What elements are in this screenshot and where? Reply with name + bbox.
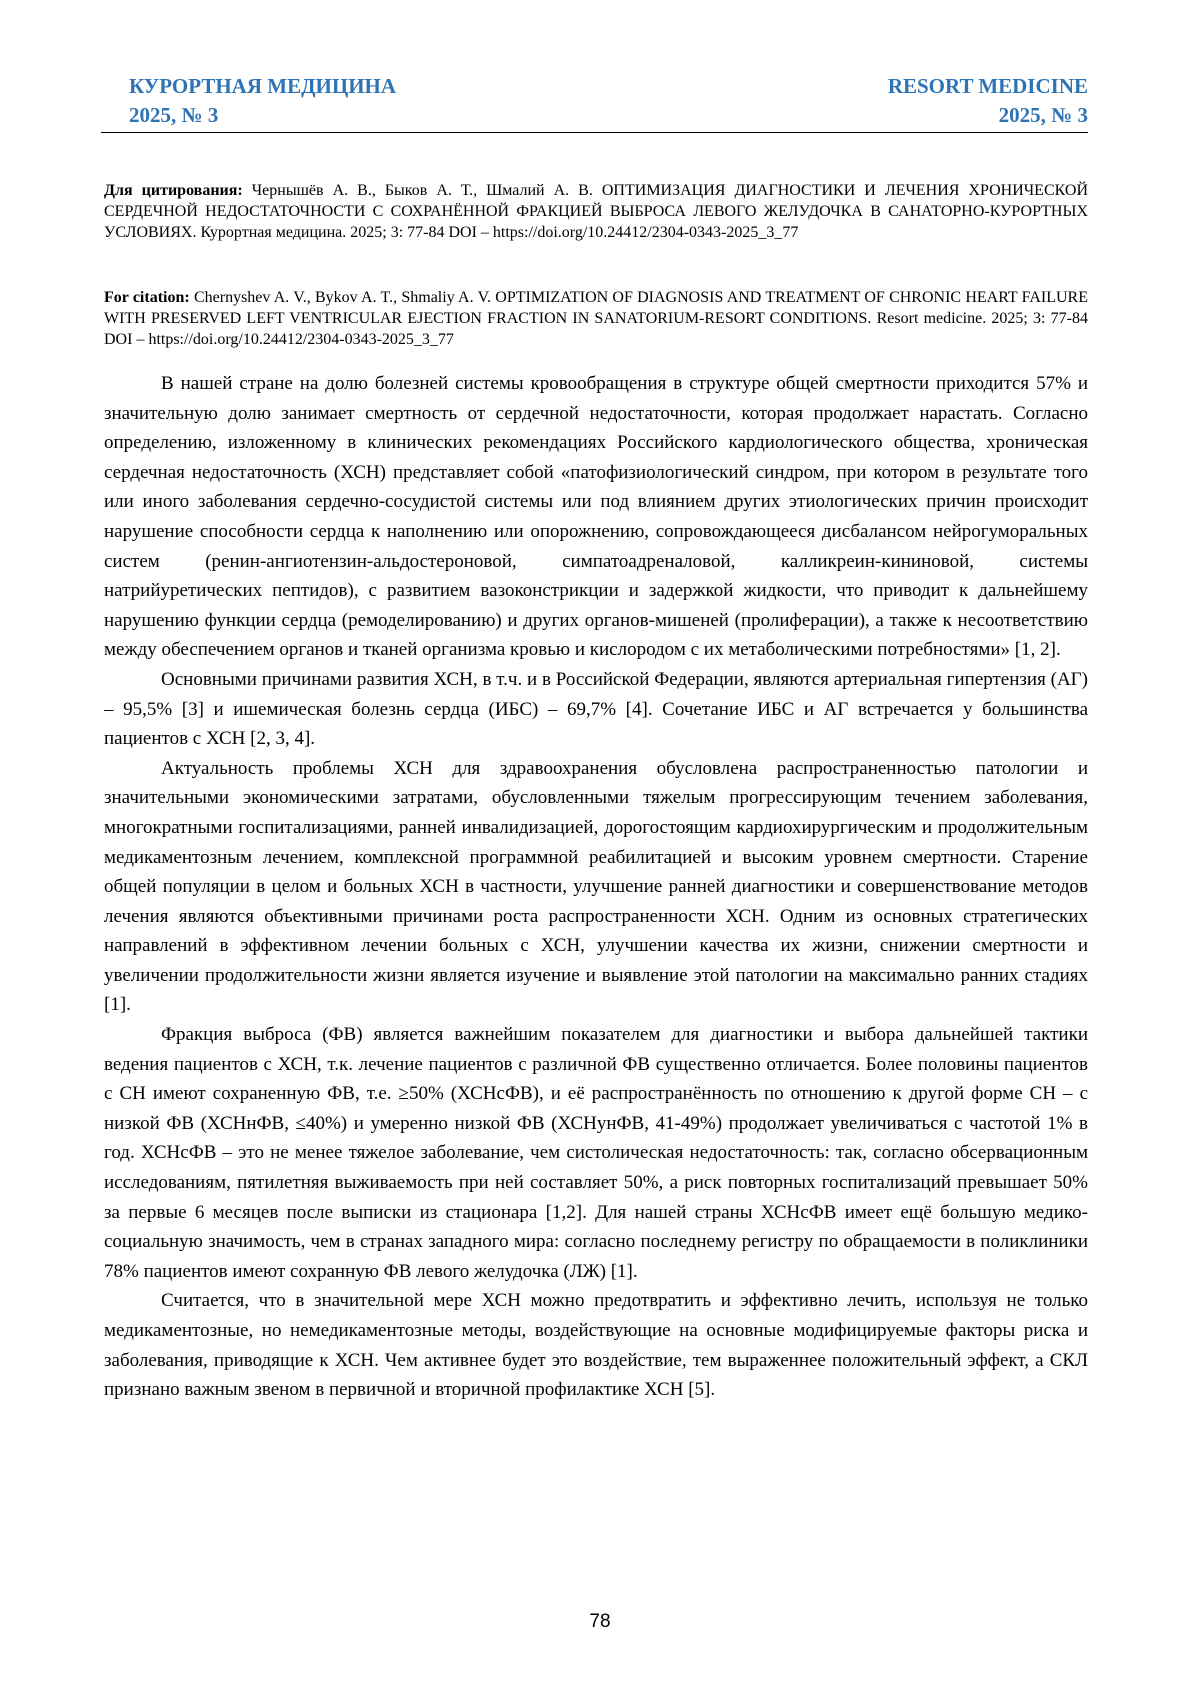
- journal-title-ru: КУРОРТНАЯ МЕДИЦИНА: [129, 72, 396, 101]
- body-paragraph-5: Считается, что в значительной мере ХСН можно предотвратить и эффективно лечить, используя не только медикаментозные, но немедикаментозные методы, воздействующие на основные модифицируемые факторы риска и заболевания, приводящие к ХСН. Чем активнее будет это воздействие, тем выраженнее положительный эффект, а СКЛ признано важным звеном в первичной и вторичной профилактике ХСН [5].: [104, 1286, 1088, 1404]
- article-body: [104, 369, 1088, 1405]
- citation-ru: [104, 180, 1088, 243]
- issue-ru: 2025, № 3: [129, 101, 396, 130]
- body-paragraph-4: Фракция выброса (ФВ) является важнейшим показателем для диагностики и выбора дальнейшей тактики ведения пациентов с ХСН, т.к. лечение пациентов с различной ФВ существенно отличается. Более половины пациентов с СН имеют сохраненную ФВ, т.е. ≥50% (ХСНсФВ), и её распространённость по отношению к другой форме СН – с низкой ФВ (ХСНнФВ, ≤40%) и умеренно низкой ФВ (ХСНунФВ, 41-49%) продолжает увеличиваться с частотой 1% в год. ХСНсФВ – это не менее тяжелое заболевание, чем систолическая недостаточность: так, согласно обсервационным исследованиям, пятилетняя выживаемость при ней составляет 50%, а риск повторных госпитализаций превышает 50% за первые 6 месяцев после выписки из стационара [1,2]. Для нашей страны ХСНсФВ имеет ещё большую медико-социальную значимость, чем в странах западного мира: согласно последнему регистру по обращаемости в поликлиники 78% пациентов имеют сохранную ФВ левого желудочка (ЛЖ) [1].: [104, 1020, 1088, 1286]
- running-header: [101, 72, 1088, 133]
- header-right: [888, 72, 1088, 130]
- body-paragraph-1: В нашей стране на долю болезней системы кровообращения в структуре общей смертности приходится 57% и значительную долю занимает смертность от сердечной недостаточности, которая продолжает нарастать. Согласно определению, изложенному в клинических рекомендациях Российского кардиологического общества, хроническая сердечная недостаточность (ХСН) представляет собой «патофизиологический синдром, при котором в результате того или иного заболевания сердечно-сосудистой системы или под влиянием других этиологических причин происходит нарушение способности сердца к наполнению или опорожнению, сопровождающееся дисбалансом нейрогуморальных систем (ренин-ангиотензин-альдостероновой, симпатоадреналовой, калликреин-кининовой, системы натрийуретических пептидов), с развитием вазоконстрикции и задержкой жидкости, что приводит к дальнейшему нарушению функции сердца (ремоделированию) и других органов-мишеней (пролиферации), а также к несоответствию между обеспечением органов и тканей организма кровью и кислородом с их метаболическими потребностями» [1, 2].: [104, 369, 1088, 665]
- citation-ru-text: Чернышёв А. В., Быков А. Т., Шмалий А. В. ОПТИМИЗАЦИЯ ДИАГНОСТИКИ И ЛЕЧЕНИЯ ХРОНИЧЕСКОЙ СЕРДЕЧНОЙ НЕДОСТАТОЧНОСТИ С СОХРАНЁННОЙ ФРАКЦИЕЙ ВЫБРОСА ЛЕВОГО ЖЕЛУДОЧКА В САНАТОРНО-КУРОРТНЫХ УСЛОВИЯХ. Курортная медицина. 2025; 3: 77-84 DOI – https://doi.org/10.24412/2304-0343-2025_3_77: [104, 182, 1088, 241]
- citation-en-text: Chernyshev A. V., Bykov A. T., Shmaliy A. V. OPTIMIZATION OF DIAGNOSIS AND TREATMENT OF CHRONIC HEART FAILURE WITH PRESERVED LEFT VENTRICULAR EJECTION FRACTION IN SANATORIUM-RESORT CONDITIONS. Resort medicine. 2025; 3: 77-84 DOI – https://doi.org/10.24412/2304-0343-2025_3_77: [104, 289, 1088, 348]
- journal-title-en: RESORT MEDICINE: [888, 72, 1088, 101]
- page-number: 78: [0, 1611, 1200, 1633]
- issue-en: 2025, № 3: [888, 101, 1088, 130]
- citation-en: [104, 287, 1088, 350]
- body-paragraph-3: Актуальность проблемы ХСН для здравоохранения обусловлена распространенностью патологии и значительными экономическими затратами, обусловленными тяжелым прогрессирующим течением заболевания, многократными госпитализациями, ранней инвалидизацией, дорогостоящим кардиохирургическим и продолжительным медикаментозным лечением, комплексной программной реабилитацией и высоким уровнем смертности. Старение общей популяции в целом и больных ХСН в частности, улучшение ранней диагностики и совершенствование методов лечения являются объективными причинами роста распространенности ХСН. Одним из основных стратегических направлений в эффективном лечении больных с ХСН, улучшении качества их жизни, снижении смертности и увеличении продолжительности жизни является изучение и выявление этой патологии на максимально ранних стадиях [1].: [104, 754, 1088, 1020]
- header-left: [129, 72, 396, 130]
- citation-ru-label: Для цитирования:: [104, 182, 243, 199]
- citation-en-label: For citation:: [104, 289, 190, 306]
- journal-page: [0, 0, 1200, 1697]
- body-paragraph-2: Основными причинами развития ХСН, в т.ч. и в Российской Федерации, являются артериальная гипертензия (АГ) – 95,5% [3] и ишемическая болезнь сердца (ИБС) – 69,7% [4]. Сочетание ИБС и АГ встречается у большинства пациентов с ХСН [2, 3, 4].: [104, 665, 1088, 754]
